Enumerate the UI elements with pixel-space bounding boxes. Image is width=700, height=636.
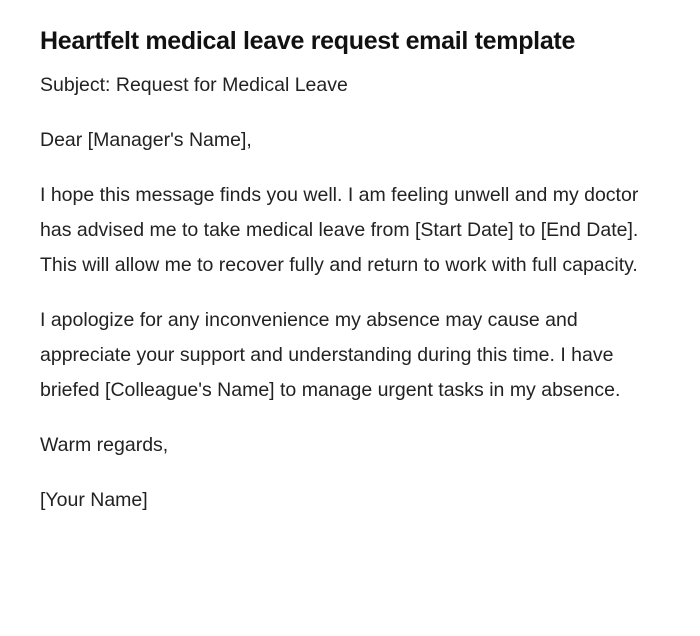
email-closing: Warm regards,	[40, 434, 169, 456]
email-signature: [Your Name]	[40, 489, 148, 511]
page-title: Heartfelt medical leave request email template	[40, 27, 576, 55]
email-subject: Subject: Request for Medical Leave	[40, 74, 348, 96]
email-body-paragraph: I hope this message finds you well. I am feeling unwell and my doctor has advised me to take medical leave from [Start Date] to [End Date]. This will allow me to recover fully and return to work with full capacity.	[40, 184, 639, 276]
email-body-paragraph: I apologize for any inconvenience my absence may cause and appreciate your support and understanding during this time. I have briefed [Colleague's Name] to manage urgent tasks in my absence.	[40, 309, 621, 401]
email-greeting: Dear [Manager's Name],	[40, 129, 252, 151]
